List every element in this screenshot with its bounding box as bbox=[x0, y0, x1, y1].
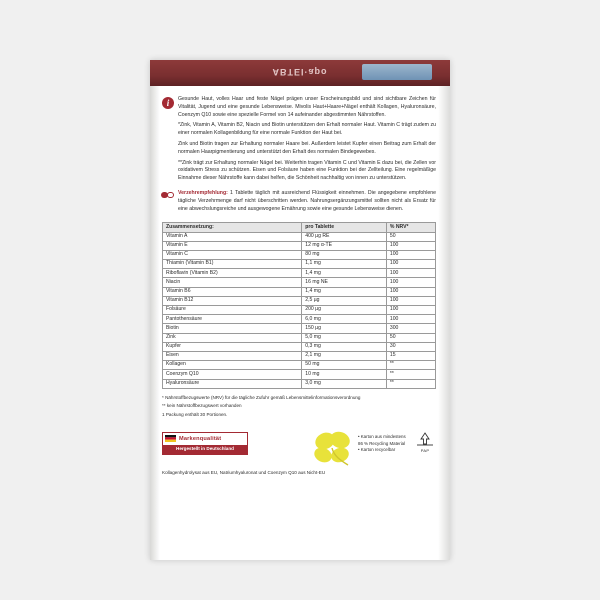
intro-paragraph-1: Gesunde Haut, volles Haar und feste Nägel prägen unser Erscheinungsbild und sind sichtbare Zeichen für Vitalität, Jugend und eine gesunde Lebensweise. Mivolis Haut+Haare+Nägel enthält Kollagen, Hyaluronsäure, Coenzym Q10 sowie eine spezielle Formel von 14 aufeinander abgestimmten Nährstoffen. bbox=[178, 96, 436, 118]
flap-brand-text: ABTEI·apo bbox=[272, 67, 328, 77]
nutrient-amount: 1,4 mg bbox=[302, 287, 387, 296]
nutrient-amount: 2,1 mg bbox=[302, 351, 387, 360]
quality-badge bbox=[162, 432, 248, 454]
table-row bbox=[163, 351, 436, 360]
nutrient-amount: 10 mg bbox=[302, 370, 387, 379]
dosage-section bbox=[162, 190, 436, 213]
nutrient-name: Coenzym Q10 bbox=[163, 370, 302, 379]
nutrient-name: Thiamin (Vitamin B1) bbox=[163, 260, 302, 269]
nutrient-name: Biotin bbox=[163, 324, 302, 333]
intro-paragraph-4: **Zink trägt zur Erhaltung normaler Nägel bei. Weiterhin tragen Vitamin C und Vitamin E dazu bei, die Zellen vor oxidativem Stress zu schützen. Eisen und Folsäure haben eine Funktion bei der Zellteilung. Eine regelmäßige Einnahme dieser Nährstoffe kann dabei helfen, die Schönheit nachhaltig von innen zu unterstützen. bbox=[178, 159, 436, 182]
nutrient-amount: 16 mg NE bbox=[302, 278, 387, 287]
footnote-portions: 1 Packung enthält 30 Portionen. bbox=[162, 411, 228, 417]
nutrient-amount: 1,1 mg bbox=[302, 260, 387, 269]
table-row bbox=[163, 370, 436, 379]
nutrient-name: Eisen bbox=[163, 351, 302, 360]
table-row bbox=[163, 342, 436, 351]
table-row bbox=[163, 287, 436, 296]
nutrient-amount: 3,0 mg bbox=[302, 379, 387, 388]
table-row bbox=[163, 250, 436, 259]
table-row bbox=[163, 379, 436, 388]
nutrient-nrv: 100 bbox=[386, 269, 435, 278]
nutrient-amount: 200 µg bbox=[302, 306, 387, 315]
table-row bbox=[163, 333, 436, 342]
nutrient-amount: 0,3 mg bbox=[302, 342, 387, 351]
dosage-text: 1 Tablette täglich mit ausreichend Flüssigkeit einnehmen. Die angegebene empfohlene tägliche Verzehrmenge darf nicht überschritten werden. Nahrungsergänzungsmittel sollten nicht als Ersatz für eine abwechslungsreiche und ausgewogene Ernährung sowie eine gesunde Lebensweise dienen. bbox=[178, 189, 436, 212]
dosage-paragraph bbox=[178, 190, 436, 213]
table-row bbox=[163, 260, 436, 269]
nutrition-table bbox=[162, 222, 436, 388]
nutrient-amount: 50 mg bbox=[302, 361, 387, 370]
nutrient-nrv: ** bbox=[386, 370, 435, 379]
table-header-composition: Zusammensetzung: bbox=[163, 223, 302, 232]
nutrient-amount: 12 mg α-TE bbox=[302, 241, 387, 250]
nutrient-amount: 150 µg bbox=[302, 324, 387, 333]
table-row bbox=[163, 296, 436, 305]
product-box-photo bbox=[150, 60, 450, 560]
back-panel-content bbox=[162, 92, 436, 552]
recycling-arrows-icon bbox=[415, 432, 435, 448]
nutrient-nrv: 100 bbox=[386, 296, 435, 305]
footnote-no-nrv: ** kein Nährstoffbezugswert vorhanden bbox=[162, 403, 242, 409]
nutrient-nrv: 100 bbox=[386, 306, 435, 315]
recycling-info-text: • Karton aus mindestens 86 % Recycling Material • Karton recycelbar bbox=[358, 434, 406, 453]
intro-paragraph-2: *Zink, Vitamin A, Vitamin B2, Niacin und Biotin unterstützen den Erhalt normaler Haut. Vitamin C trägt zudem zu einer normalen Kollagenbildung für eine normale Funktion der Haut bei. bbox=[178, 122, 436, 137]
nutrient-amount: 400 µg RE bbox=[302, 232, 387, 241]
box-top-flap bbox=[150, 60, 450, 86]
pap-label: PAP bbox=[420, 448, 430, 454]
nutrient-name: Vitamin A bbox=[163, 232, 302, 241]
nutrient-nrv: 100 bbox=[386, 241, 435, 250]
table-header-row bbox=[163, 223, 436, 232]
pap-recycling-logo bbox=[414, 432, 436, 454]
table-header-per-tablet: pro Tablette bbox=[302, 223, 387, 232]
flap-blue-strip bbox=[362, 64, 432, 80]
nutrient-nrv: ** bbox=[386, 379, 435, 388]
table-row bbox=[163, 361, 436, 370]
quality-badge-label: Markenqualität bbox=[179, 435, 222, 442]
nutrient-name: Niacin bbox=[163, 278, 302, 287]
clover-leaf-icon bbox=[310, 428, 354, 468]
nutrient-name: Vitamin B12 bbox=[163, 296, 302, 305]
table-row bbox=[163, 241, 436, 250]
intro-paragraph-3: Zink und Biotin tragen zur Erhaltung normaler Haare bei. Außerdem leistet Kupfer einen Beitrag zum Erhalt der normalen Haarpigmentierung und unterstützt den Erhalt des normalen Bindegewebes. bbox=[178, 140, 436, 155]
info-icon: i bbox=[162, 97, 174, 109]
nutrient-nrv: 50 bbox=[386, 232, 435, 241]
table-row bbox=[163, 306, 436, 315]
table-row bbox=[163, 278, 436, 287]
german-flag-icon bbox=[165, 435, 176, 442]
table-header-nrv: % NRV* bbox=[386, 223, 435, 232]
nutrient-nrv: 100 bbox=[386, 250, 435, 259]
nutrient-amount: 1,4 mg bbox=[302, 269, 387, 278]
quality-badge-sub: Hergestellt in Deutschland bbox=[163, 445, 247, 454]
nutrient-name: Vitamin B6 bbox=[163, 287, 302, 296]
nutrient-amount: 6,0 mg bbox=[302, 315, 387, 324]
nutrient-amount: 5,0 mg bbox=[302, 333, 387, 342]
nutrition-table-body bbox=[163, 232, 436, 388]
intro-section bbox=[162, 96, 436, 183]
nutrient-name: Kollagen bbox=[163, 361, 302, 370]
table-row bbox=[163, 269, 436, 278]
nutrient-nrv: 300 bbox=[386, 324, 435, 333]
box-left-edge bbox=[150, 86, 160, 560]
table-row bbox=[163, 232, 436, 241]
footnote-nrv: * Nährstoffbezugswerte (NRV) für die tägliche Zufuhr gemäß Lebensmittelinformationsverordnung bbox=[162, 394, 361, 400]
nutrient-amount: 80 mg bbox=[302, 250, 387, 259]
nutrient-nrv: ** bbox=[386, 361, 435, 370]
table-row bbox=[163, 315, 436, 324]
nutrient-nrv: 30 bbox=[386, 342, 435, 351]
nutrient-name: Folsäure bbox=[163, 306, 302, 315]
nutrient-name: Kupfer bbox=[163, 342, 302, 351]
nutrient-nrv: 100 bbox=[386, 315, 435, 324]
nutrient-amount: 2,5 µg bbox=[302, 296, 387, 305]
table-row bbox=[163, 324, 436, 333]
nutrient-nrv: 15 bbox=[386, 351, 435, 360]
footnotes bbox=[162, 395, 436, 419]
nutrient-name: Vitamin C bbox=[163, 250, 302, 259]
nutrient-nrv: 50 bbox=[386, 333, 435, 342]
nutrient-name: Pantothensäure bbox=[163, 315, 302, 324]
nutrient-name: Vitamin E bbox=[163, 241, 302, 250]
nutrient-nrv: 100 bbox=[386, 260, 435, 269]
nutrient-name: Riboflavin (Vitamin B2) bbox=[163, 269, 302, 278]
tablet-icon bbox=[161, 191, 176, 200]
nutrient-nrv: 100 bbox=[386, 278, 435, 287]
dosage-title: Verzehrempfehlung: bbox=[178, 189, 228, 196]
origin-note-text: Kollagenhydrolysat aus EU, Natriumhyaluronat und Coenzym Q10 aus Nicht-EU bbox=[162, 469, 326, 475]
nutrient-nrv: 100 bbox=[386, 287, 435, 296]
box-right-edge bbox=[438, 86, 450, 560]
nutrient-name: Hyaluronsäure bbox=[163, 379, 302, 388]
bottom-logos-row bbox=[162, 428, 436, 474]
nutrient-name: Zink bbox=[163, 333, 302, 342]
origin-note bbox=[162, 470, 436, 476]
